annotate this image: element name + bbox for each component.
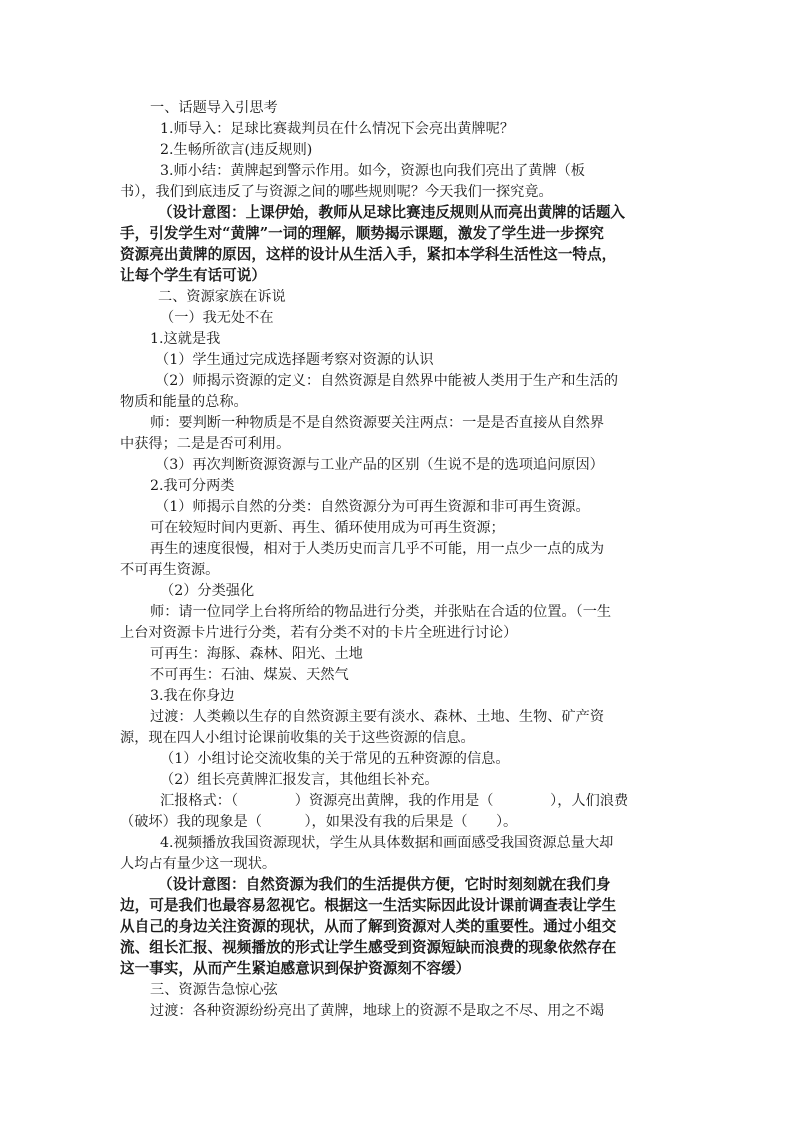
- paragraph-line: 书），我们到底违反了与资源之间的哪些规则呢？今天我们一探究竟。: [120, 184, 553, 200]
- paragraph-line: 物质和能量的总称。: [120, 394, 248, 410]
- paragraph-line: 中获得；二是是否可利用。: [120, 436, 291, 452]
- design-intent-line: 让每个学生有话可说）: [120, 267, 266, 284]
- paragraph-line: 不可再生资源。: [120, 562, 220, 578]
- design-intent-line: 流、组长汇报、视频播放的形式让学生感受到资源短缺而浪费的现象依然存在: [120, 939, 617, 956]
- paragraph-line: 可再生：海豚、森林、阳光、土地: [150, 646, 363, 662]
- paragraph-line: 2.生畅所欲言(违反规则): [160, 142, 313, 158]
- design-intent-line: 从自己的身边关注资源的现状，从而了解到资源对人类的重要性。通过小组交: [120, 918, 617, 935]
- paragraph-line: 师：要判断一种物质是不是自然资源要关注两点：一是是否直接从自然界: [150, 415, 605, 431]
- paragraph-line: （破坏）我的现象是（ ），如果没有我的后果是（ ）。: [120, 814, 518, 830]
- paragraph-line: （1）师揭示自然的分类：自然资源分为可再生资源和非可再生资源。: [155, 499, 590, 515]
- paragraph-line: （2）师揭示资源的定义：自然资源是自然界中能被人类用于生产和生活的: [155, 373, 619, 389]
- paragraph-line: 2.我可分两类: [150, 478, 235, 494]
- paragraph-line: （1）小组讨论交流收集的关于常见的五种资源的信息。: [160, 751, 510, 767]
- paragraph-line: 再生的速度很慢，相对于人类历史而言几乎不可能，用一点少一点的成为: [150, 541, 605, 557]
- design-intent-line: 这一事实，从而产生紧迫感意识到保护资源刻不容缓）: [120, 960, 471, 977]
- heading-section-2: 二、资源家族在诉说: [158, 289, 286, 305]
- paragraph-line: 4.视频播放我国资源现状，学生从具体数据和画面感受我国资源总量大却: [160, 835, 614, 851]
- design-intent-line: （设计意图：自然资源为我们的生活提供方便，它时时刻刻就在我们身: [158, 876, 611, 893]
- design-intent-line: 资源亮出黄牌的原因，这样的设计从生活入手，紧扣本学科生活性这一特点，: [120, 246, 617, 263]
- heading-section-1: 一、话题导入引思考: [150, 100, 278, 116]
- paragraph-line: 源，现在四人小组讨论课前收集的关于这些资源的信息。: [120, 730, 475, 746]
- paragraph-line: 3.师小结：黄牌起到警示作用。如今，资源也向我们亮出了黄牌（板: [160, 163, 585, 179]
- paragraph-line: （3）再次判断资源资源与工业产品的区别（生说不是的选项追问原因）: [155, 457, 604, 473]
- paragraph-line: （2）分类强化: [160, 583, 255, 599]
- heading-section-3: 三、资源告急惊心弦: [150, 982, 278, 998]
- paragraph-line: 人均占有量少这一现状。: [120, 856, 277, 872]
- paragraph-line: 过渡：各种资源纷纷亮出了黄牌，地球上的资源不是取之不尽、用之不竭: [150, 1003, 605, 1019]
- paragraph-line: 3.我在你身边: [150, 688, 235, 704]
- design-intent-line: 手，引发学生对“黄牌”一词的理解，顺势揭示课题，激发了学生进一步探究: [120, 225, 604, 242]
- paragraph-line: 上台对资源卡片进行分类，若有分类不对的卡片全班进行讨论）: [120, 625, 518, 641]
- paragraph-line: 可在较短时间内更新、再生、循环使用成为可再生资源；: [150, 520, 505, 536]
- paragraph-line: 汇报格式：（ ）资源亮出黄牌，我的作用是（ ），人们浪费: [160, 793, 629, 809]
- design-intent-line: 边，可是我们也最容易忽视它。根据这一生活实际因此设计课前调查表让学生: [120, 897, 617, 914]
- paragraph-line: 不可再生：石油、煤炭、天然气: [150, 667, 349, 683]
- paragraph-line: 1.这就是我: [150, 331, 221, 347]
- paragraph-line: （1）学生通过完成选择题考察对资源的认识: [155, 352, 434, 368]
- paragraph-line: 师：请一位同学上台将所给的物品进行分类，并张贴在合适的位置。（一生: [150, 604, 612, 620]
- paragraph-line: （2）组长亮黄牌汇报发言，其他组长补充。: [160, 772, 439, 788]
- paragraph-line: 过渡：人类赖以生存的自然资源主要有淡水、森林、土地、生物、矿产资: [150, 709, 605, 725]
- design-intent-line: （设计意图：上课伊始，教师从足球比赛违反规则从而亮出黄牌的话题入: [158, 204, 626, 221]
- subheading: （一）我无处不在: [160, 310, 274, 326]
- paragraph-line: 1.师导入：足球比赛裁判员在什么情况下会亮出黄牌呢？: [160, 121, 515, 137]
